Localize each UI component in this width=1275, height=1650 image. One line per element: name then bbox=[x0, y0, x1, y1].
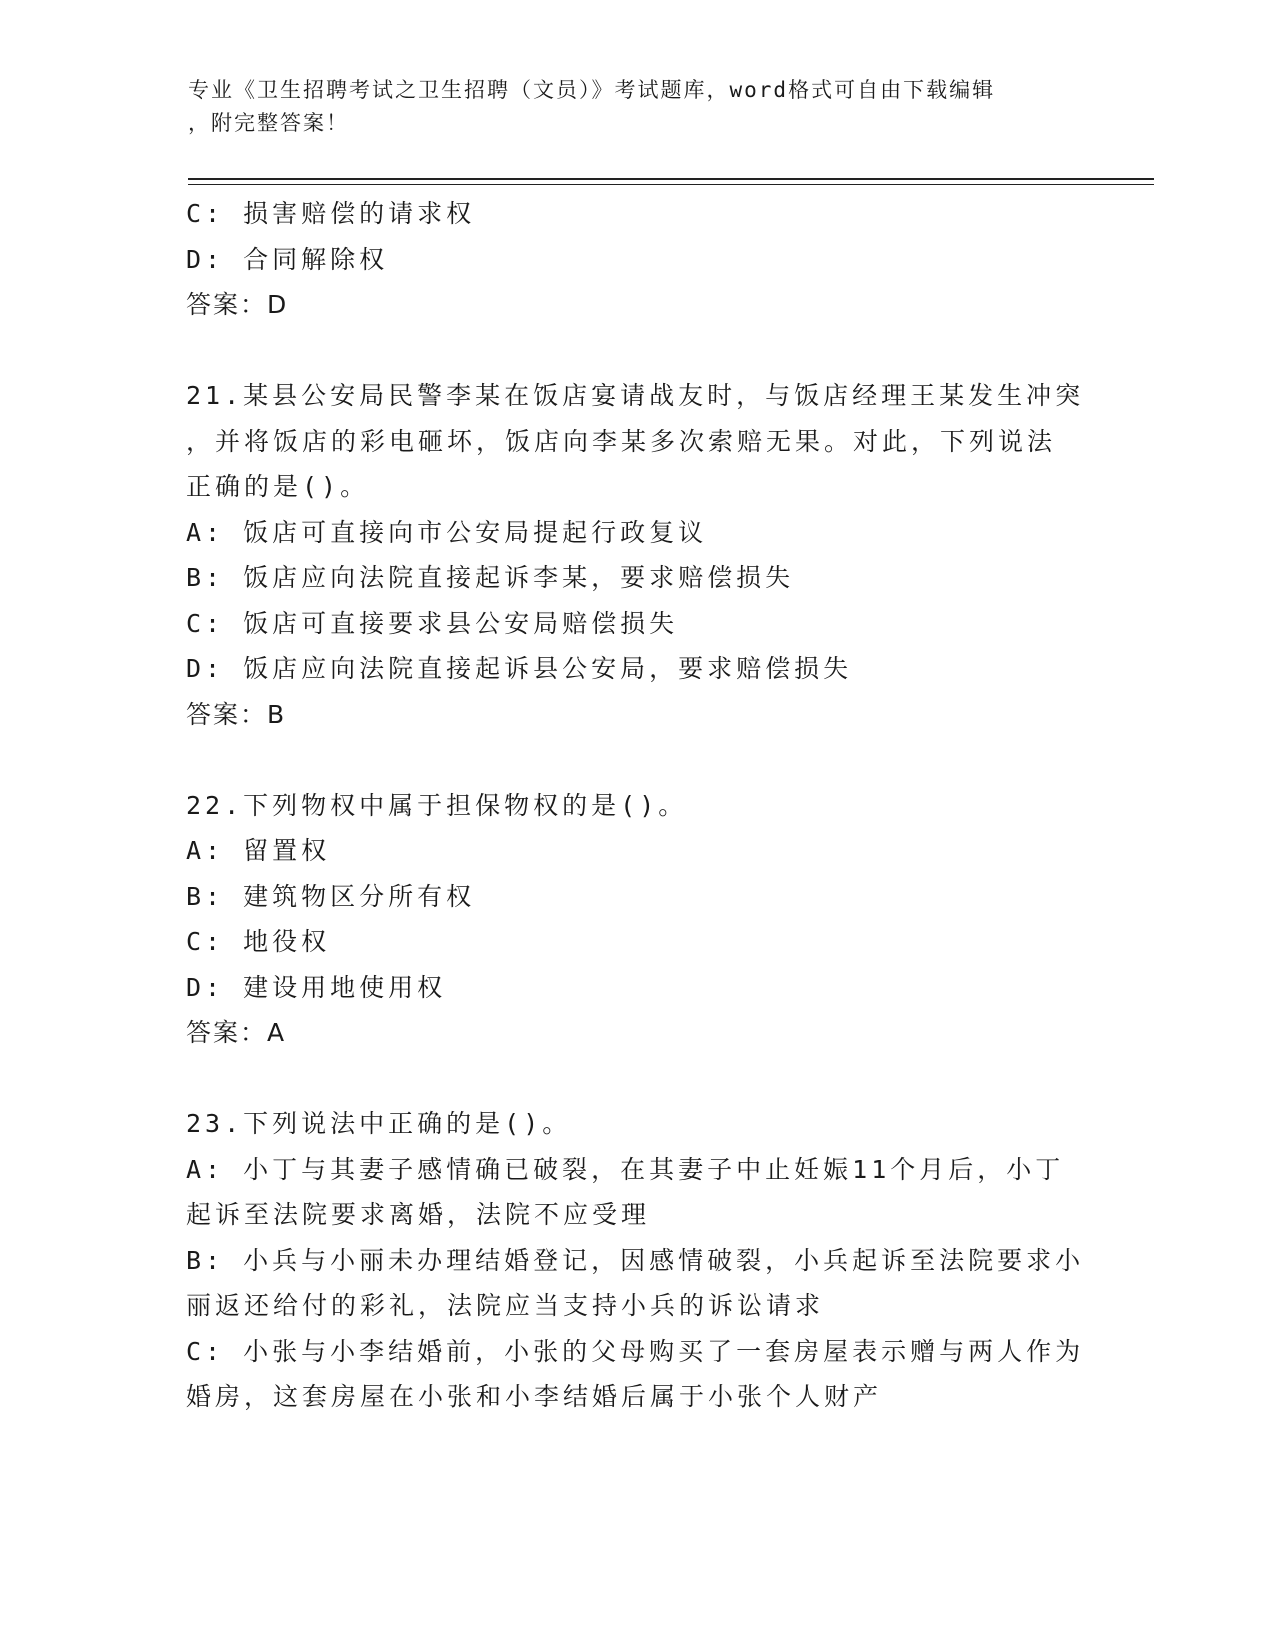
option-b: B: 小兵与小丽未办理结婚登记，因感情破裂，小兵起诉至法院要求小 bbox=[186, 1245, 1085, 1275]
option-b-continued: 丽返还给付的彩礼，法院应当支持小兵的诉讼请求 bbox=[186, 1291, 825, 1320]
option-c: C: 饭店可直接要求县公安局赔偿损失 bbox=[186, 608, 679, 638]
option-d: D: 饭店应向法院直接起诉县公安局，要求赔偿损失 bbox=[186, 654, 853, 683]
option-a: A: 小丁与其妻子感情确已破裂，在其妻子中止妊娠11个月后，小丁 bbox=[186, 1154, 1065, 1184]
option-b: B: 建筑物区分所有权 bbox=[186, 881, 476, 911]
option-a: A: 留置权 bbox=[186, 836, 331, 865]
option-c: C: 小张与小李结婚前，小张的父母购买了一套房屋表示赠与两人作为 bbox=[186, 1336, 1085, 1366]
answer: 答案：A bbox=[186, 1018, 287, 1047]
question-22 bbox=[186, 783, 1106, 1056]
header-line-2: ，附完整答案！ bbox=[188, 111, 349, 135]
header-divider-thin bbox=[188, 184, 1154, 185]
option-c: C: 损害赔偿的请求权 bbox=[186, 199, 476, 228]
header-line-1: 专业《卫生招聘考试之卫生招聘（文员）》考试题库，word格式可自由下载编辑 bbox=[188, 78, 996, 102]
question-23 bbox=[186, 1101, 1106, 1420]
question-stem-line: 23.下列说法中正确的是()。 bbox=[186, 1109, 572, 1138]
option-c: C: 地役权 bbox=[186, 927, 331, 956]
document-header bbox=[188, 74, 1088, 140]
option-d: D: 合同解除权 bbox=[186, 244, 389, 274]
spacer bbox=[186, 737, 1106, 783]
option-d: D: 建设用地使用权 bbox=[186, 972, 447, 1002]
answer: 答案：D bbox=[186, 290, 289, 319]
question-21 bbox=[186, 373, 1106, 737]
header-divider-thick bbox=[188, 178, 1154, 180]
question-stem-line: 22.下列物权中属于担保物权的是()。 bbox=[186, 790, 688, 820]
answer: 答案：B bbox=[186, 699, 287, 729]
option-a: A: 饭店可直接向市公安局提起行政复议 bbox=[186, 517, 708, 547]
question-stem-line: 21.某县公安局民警李某在饭店宴请战友时，与饭店经理王某发生冲突 bbox=[186, 381, 1085, 410]
question-stem-line: ，并将饭店的彩电砸坏，饭店向李某多次索赔无果。对此，下列说法 bbox=[186, 426, 1057, 456]
spacer bbox=[186, 328, 1106, 374]
prev-question-tail bbox=[186, 191, 1106, 328]
option-c-continued: 婚房，这套房屋在小张和小李结婚后属于小张个人财产 bbox=[186, 1382, 883, 1411]
option-a-continued: 起诉至法院要求离婚，法院不应受理 bbox=[186, 1200, 651, 1229]
document-body bbox=[186, 191, 1106, 1420]
question-stem-line: 正确的是()。 bbox=[186, 472, 370, 501]
spacer bbox=[186, 1056, 1106, 1102]
option-b: B: 饭店应向法院直接起诉李某，要求赔偿损失 bbox=[186, 563, 795, 592]
